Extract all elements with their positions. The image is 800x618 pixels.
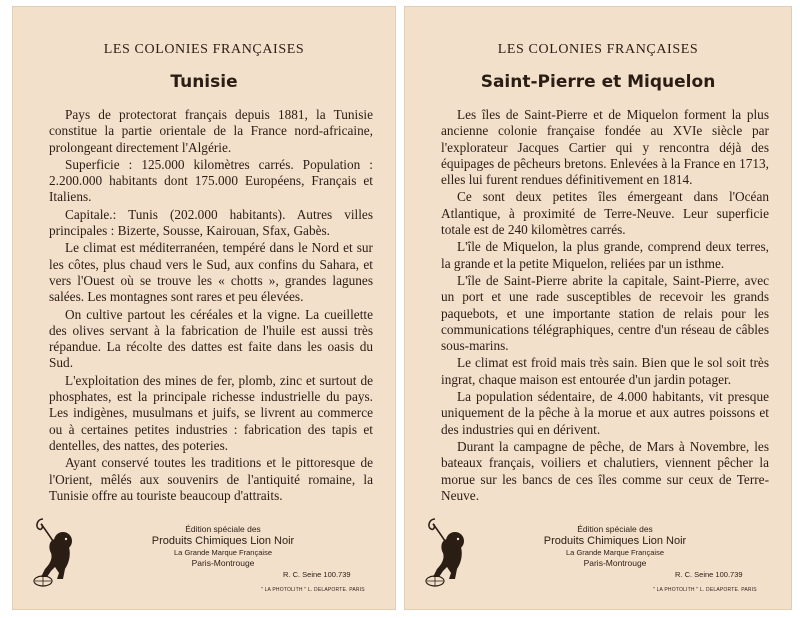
brand-location: Paris-Montrouge — [583, 558, 647, 568]
paragraph: L'île de Miquelon, la plus grande, comprend deux terres, la grande et la petite Miquelon, reliées par un isthme. — [441, 239, 769, 271]
edition-line: Édition spéciale des — [185, 524, 261, 534]
card-tunisie — [12, 6, 396, 610]
brand-name: Produits Chimiques Lion Noir — [543, 535, 687, 547]
card-title: Tunisie — [170, 72, 238, 92]
paragraph: On cultive partout les céréales et la vigne. La cueillette des olives servant à la fabrication de l'huile est aussi très répandue. La récolte des dattes est faite dans les oasis du Sud. — [49, 306, 373, 371]
black-lion-icon — [29, 515, 81, 587]
card-body — [441, 107, 769, 505]
brand-name: Produits Chimiques Lion Noir — [151, 535, 295, 547]
registration-number: R. C. Seine 100.739 — [283, 570, 351, 579]
paragraph: Capitale.: Tunis (202.000 habitants). Autres villes principales : Bizerte, Sousse, Kairouan, Sfax, Gabès. — [49, 206, 373, 239]
edition-line: Édition spéciale des — [577, 524, 653, 534]
paragraph: Superficie : 125.000 kilomètres carrés. Population : 2.200.000 habitants dont 175.000 Européens, Français et Italiens. — [49, 156, 373, 205]
brand-tagline: La Grande Marque Française — [174, 548, 272, 557]
paragraph: L'île de Saint-Pierre abrite la capitale, Saint-Pierre, avec un port et une rade susceptibles de recevoir les grands paquebots, et une importante station de relais pour les communications télégraphiques, centre d'un réseau de câbles sous-marins. — [441, 272, 769, 354]
paragraph: Les îles de Saint-Pierre et de Miquelon forment la plus ancienne colonie française fondée au XVIe siècle par l'explorateur Jacques Cartier qui y rencontra déjà des équipages de pêcheurs bretons. Enlevées à la France en 1713, elles lui furent rendues définitivement en 1814. — [441, 107, 769, 188]
edition-block — [123, 523, 323, 569]
series-title: LES COLONIES FRANÇAISES — [497, 42, 699, 57]
paragraph: Le climat est froid mais très sain. Bien que le sol soit très ingrat, chaque maison est entourée d'un jardin potager. — [441, 355, 769, 387]
paragraph: Ayant conservé toutes les traditions et le pittoresque de l'Orient, mêlés aux souvenirs de l'antiquité romaine, la Tunisie offre au touriste beaucoup d'attraits. — [49, 455, 373, 503]
black-lion-icon — [421, 515, 473, 587]
brand-location: Paris-Montrouge — [191, 558, 255, 568]
registration-number: R. C. Seine 100.739 — [675, 570, 743, 579]
paragraph: Ce sont deux petites îles émergeant dans l'Océan Atlantique, à proximité de Terre-Neuve. Leur superficie totale est de 240 kilomètres carrés. — [441, 189, 769, 238]
paragraph: Durant la campagne de pêche, de Mars à Novembre, les bateaux français, voiliers et chalutiers, viennent pêcher la morue sur les bancs de ces îles comme sur ceux de Terre-Neuve. — [441, 438, 769, 503]
paragraph: Pays de protectorat français depuis 1881, la Tunisie constitue la partie orientale de la France nord-africaine, prolongeant directement l'Algérie. — [49, 107, 373, 155]
card-body — [49, 107, 373, 505]
card-title: Saint-Pierre et Miquelon — [480, 72, 716, 92]
edition-block — [515, 523, 715, 569]
paragraph: La population sédentaire, de 4.000 habitants, vit presque uniquement de la pêche à la morue et aux autres poissons et des industries qui en dérivent. — [441, 389, 769, 437]
card-saint-pierre-miquelon — [404, 6, 792, 610]
printer-credit: " LA PHOTOLITH " L. DELAPORTE. PARIS — [653, 587, 757, 593]
printer-credit: " LA PHOTOLITH " L. DELAPORTE. PARIS — [261, 587, 365, 593]
paragraph: L'exploitation des mines de fer, plomb, zinc et surtout de phosphates, est la principale richesse industrielle du pays. Les indigènes, musulmans et juifs, se livrent au commerce ou à certaines petites industries : fabrication des tapis et dentelles, des nattes, des poteries. — [49, 372, 373, 453]
paragraph: Le climat est méditerranéen, tempéré dans le Nord et sur les côtes, plus chaud vers le Sud, aux confins du Sahara, et vers l'Ouest où se trouve les « chotts », grandes lagunes salées. Les montagnes sont rares et peu élevées. — [49, 240, 373, 305]
series-title: LES COLONIES FRANÇAISES — [103, 42, 305, 57]
brand-tagline: La Grande Marque Française — [566, 548, 664, 557]
